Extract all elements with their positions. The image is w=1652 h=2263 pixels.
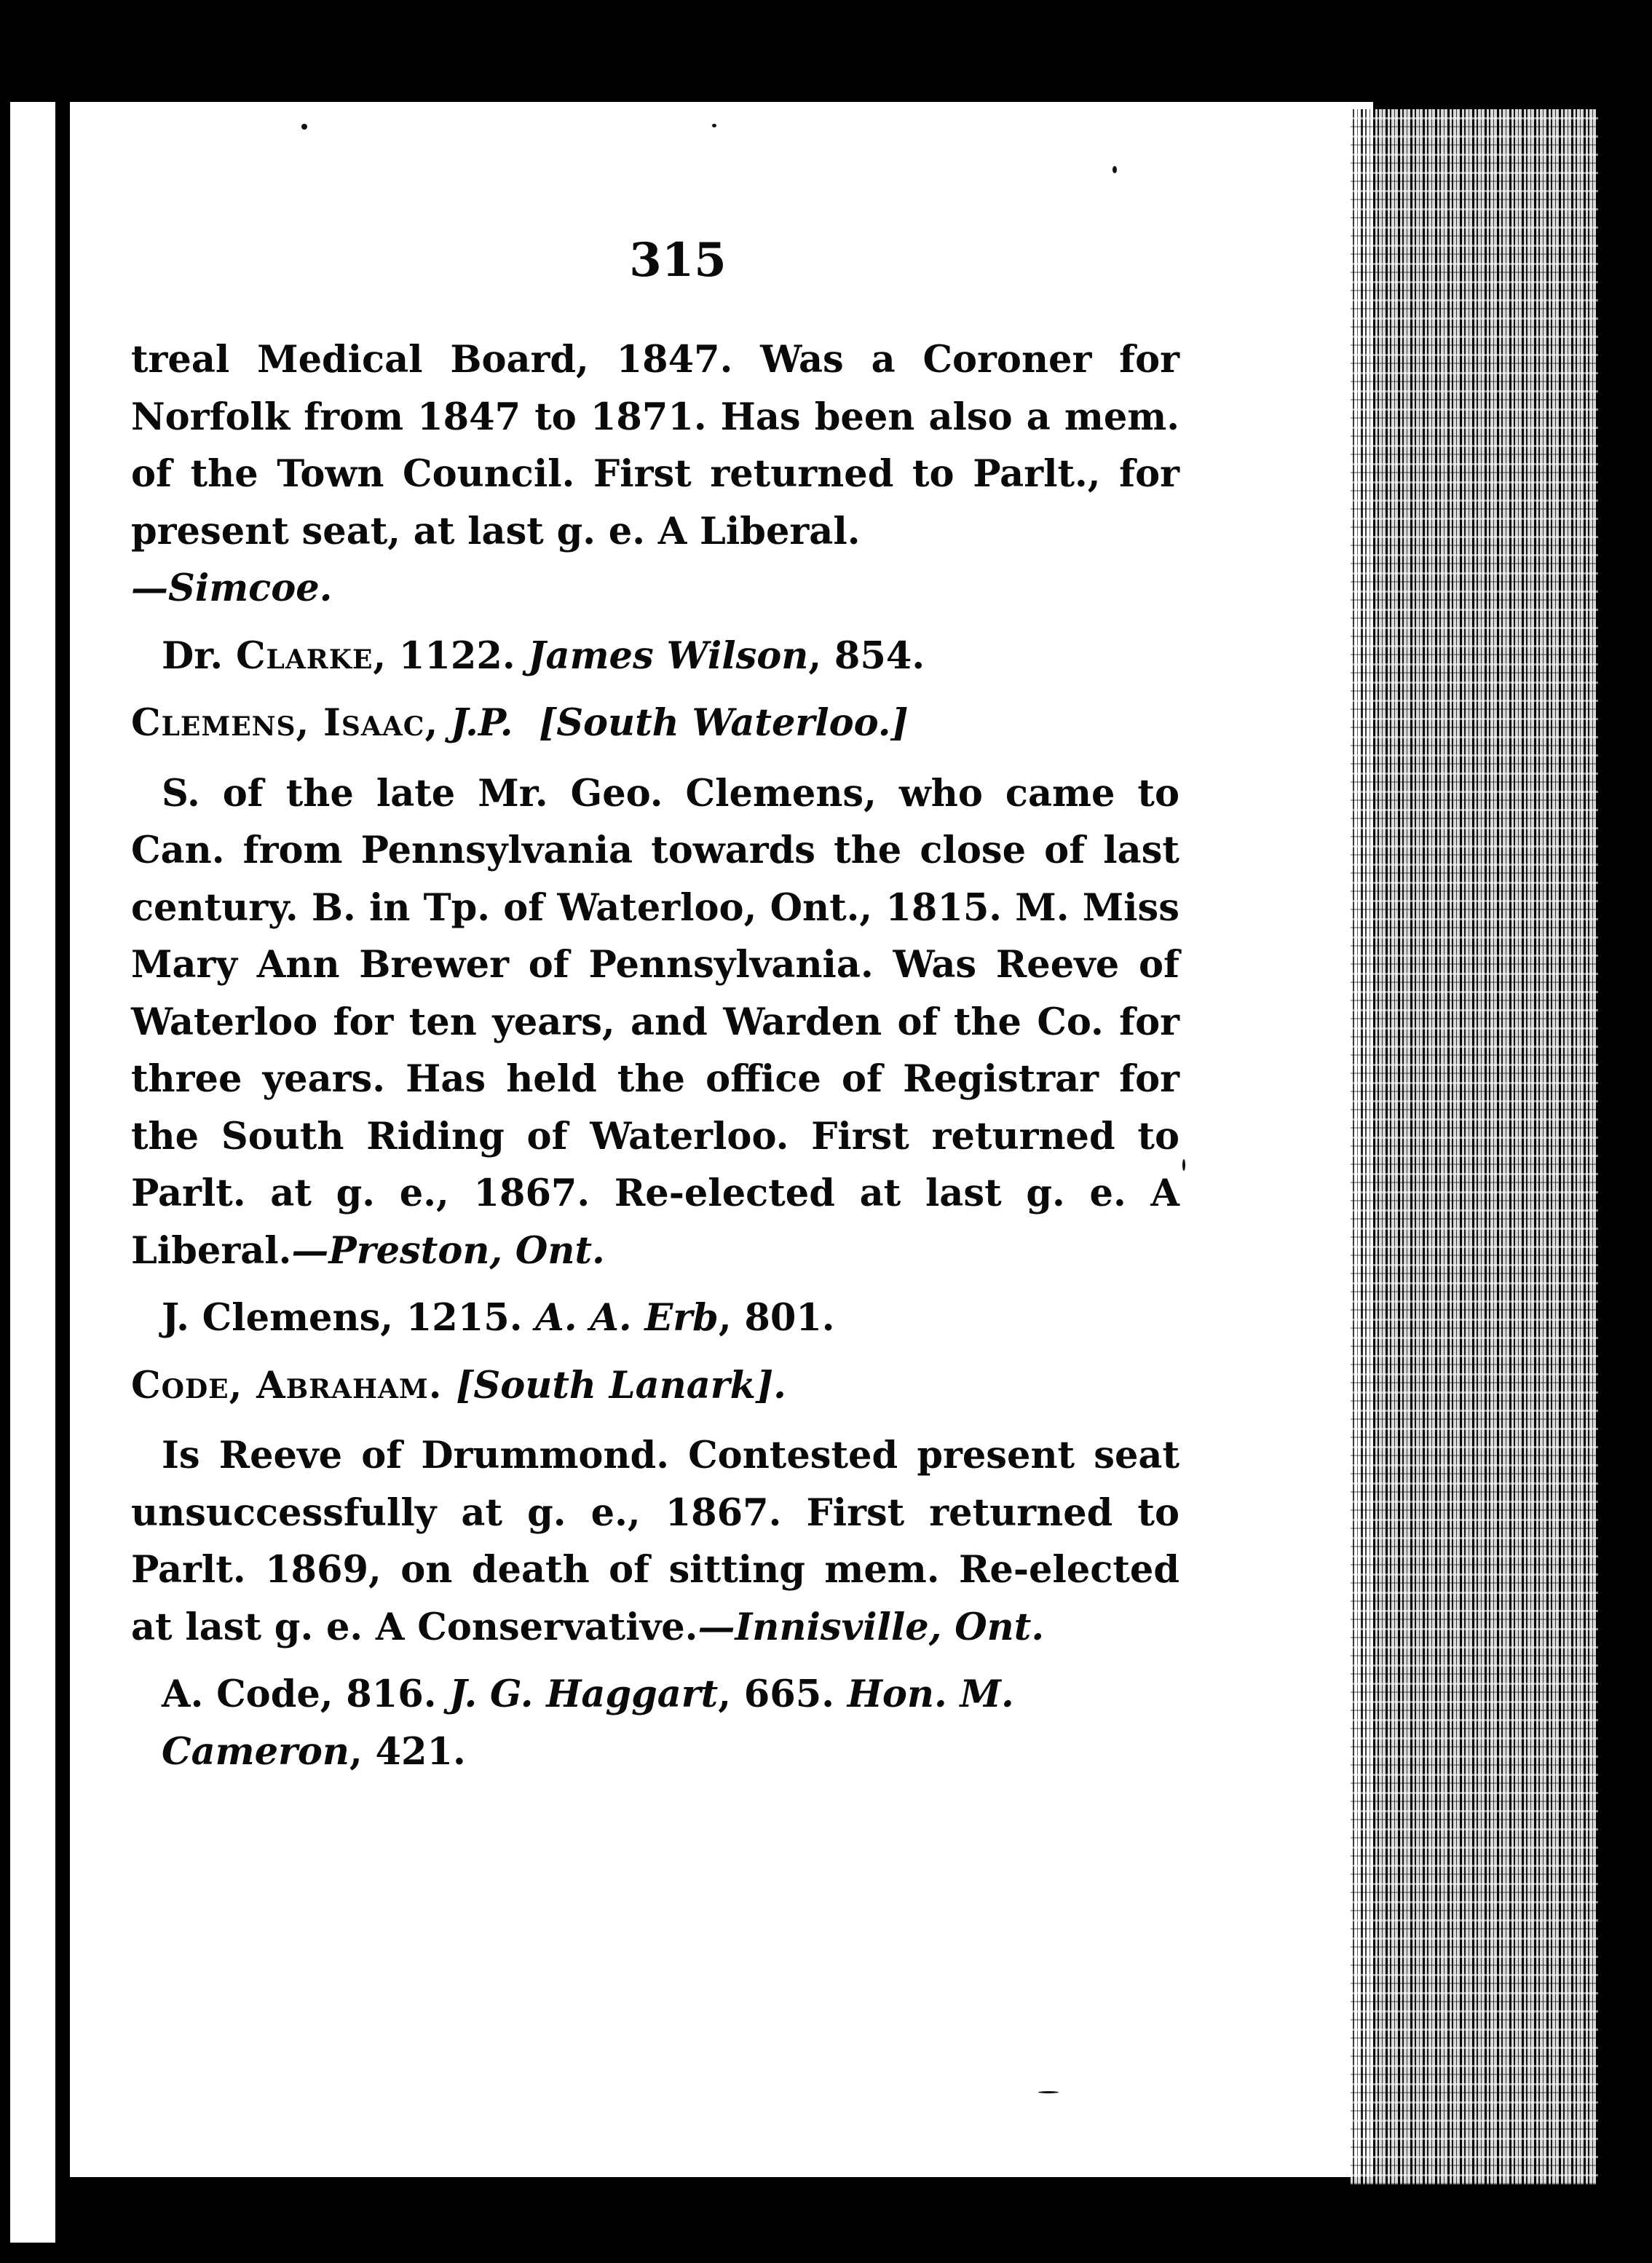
entry-surname: Clemens — [131, 701, 296, 745]
scan-speck — [712, 124, 716, 127]
intro-address: —Simcoe. — [131, 566, 333, 610]
page-text — [131, 331, 1179, 1780]
entry-heading-clemens — [131, 695, 1179, 752]
vote-line-code — [131, 1666, 1179, 1780]
page-number: 315 — [629, 233, 727, 288]
entry-heading-code — [131, 1357, 1179, 1415]
winner-votes: , 1122. — [373, 633, 529, 678]
entry-surname: Code — [131, 1363, 229, 1407]
entry-paragraph-clemens — [131, 765, 1179, 1280]
entry-bio-text: S. of the late Mr. Geo. Clemens, who came to Can. from Pennsylvania towards the close of last century. B. in Tp. of Waterloo, Ont., 1815. M. Miss Mary Ann Brewer of Pennsylvania. Was Reeve of Waterloo for ten years, and Warden of the Co. for three years. Has held the office of Registrar for the South Riding of Waterloo. First returned to Parlt. at g. e., 1867. Re-elected at last g. e. A Liberal. — [131, 771, 1179, 1273]
loser-name: A. A. Erb — [535, 1296, 719, 1340]
second-votes: , 665. — [718, 1672, 847, 1716]
scan-speck — [301, 124, 307, 130]
loser-votes: , 854. — [808, 633, 925, 678]
entry-bio-text: Is Reeve of Drummond. Contested present seat unsuccessfully at g. e., 1867. First returned to Parlt. 1869, on death of sitting mem. Re-elected at last g. e. A Conservative. — [131, 1434, 1179, 1649]
vote-prefix: Dr. — [162, 633, 236, 678]
intro-text: treal Medical Board, 1847. Was a Coroner for Norfolk from 1847 to 1871. Has been also a mem. of the Town Council. First returned to Parlt., for present seat, at last g. e. A Liberal. — [131, 338, 1179, 553]
scan-speck — [1182, 1159, 1185, 1171]
third-name: Hon. M. Cameron — [162, 1672, 1014, 1774]
intro-paragraph — [131, 331, 1179, 617]
entry-given-name: , Isaac — [296, 701, 425, 745]
vote-line-clemens — [131, 1290, 1179, 1347]
adjacent-page-edge — [10, 102, 55, 2243]
vote-line-clarke — [131, 628, 1179, 685]
entry-address: —Innisville, Ont. — [697, 1605, 1045, 1649]
entry-address: —Preston, Ont. — [291, 1228, 605, 1273]
loser-votes: , 801. — [718, 1296, 835, 1340]
scan-speck — [1038, 2091, 1059, 2093]
winner-result: A. Code, 816. — [162, 1672, 450, 1716]
entry-separator: , — [424, 701, 451, 745]
second-name: J. G. Haggart — [449, 1672, 719, 1716]
loser-name: James Wilson — [528, 633, 809, 678]
third-votes: , 421. — [349, 1729, 466, 1774]
entry-riding: [South Waterloo.] — [539, 701, 909, 745]
winner-result: J. Clemens, 1215. — [162, 1296, 536, 1340]
scan-speck — [1112, 166, 1117, 173]
book-page — [70, 102, 1373, 2177]
page-edge-overlay — [1351, 109, 1598, 2184]
winner-name: Clarke — [235, 633, 374, 678]
entry-title: J.P. — [450, 701, 513, 745]
entry-riding: [South Lanark]. — [456, 1363, 786, 1407]
entry-paragraph-code — [131, 1427, 1179, 1656]
entry-given-name: , Abraham. — [229, 1363, 457, 1407]
